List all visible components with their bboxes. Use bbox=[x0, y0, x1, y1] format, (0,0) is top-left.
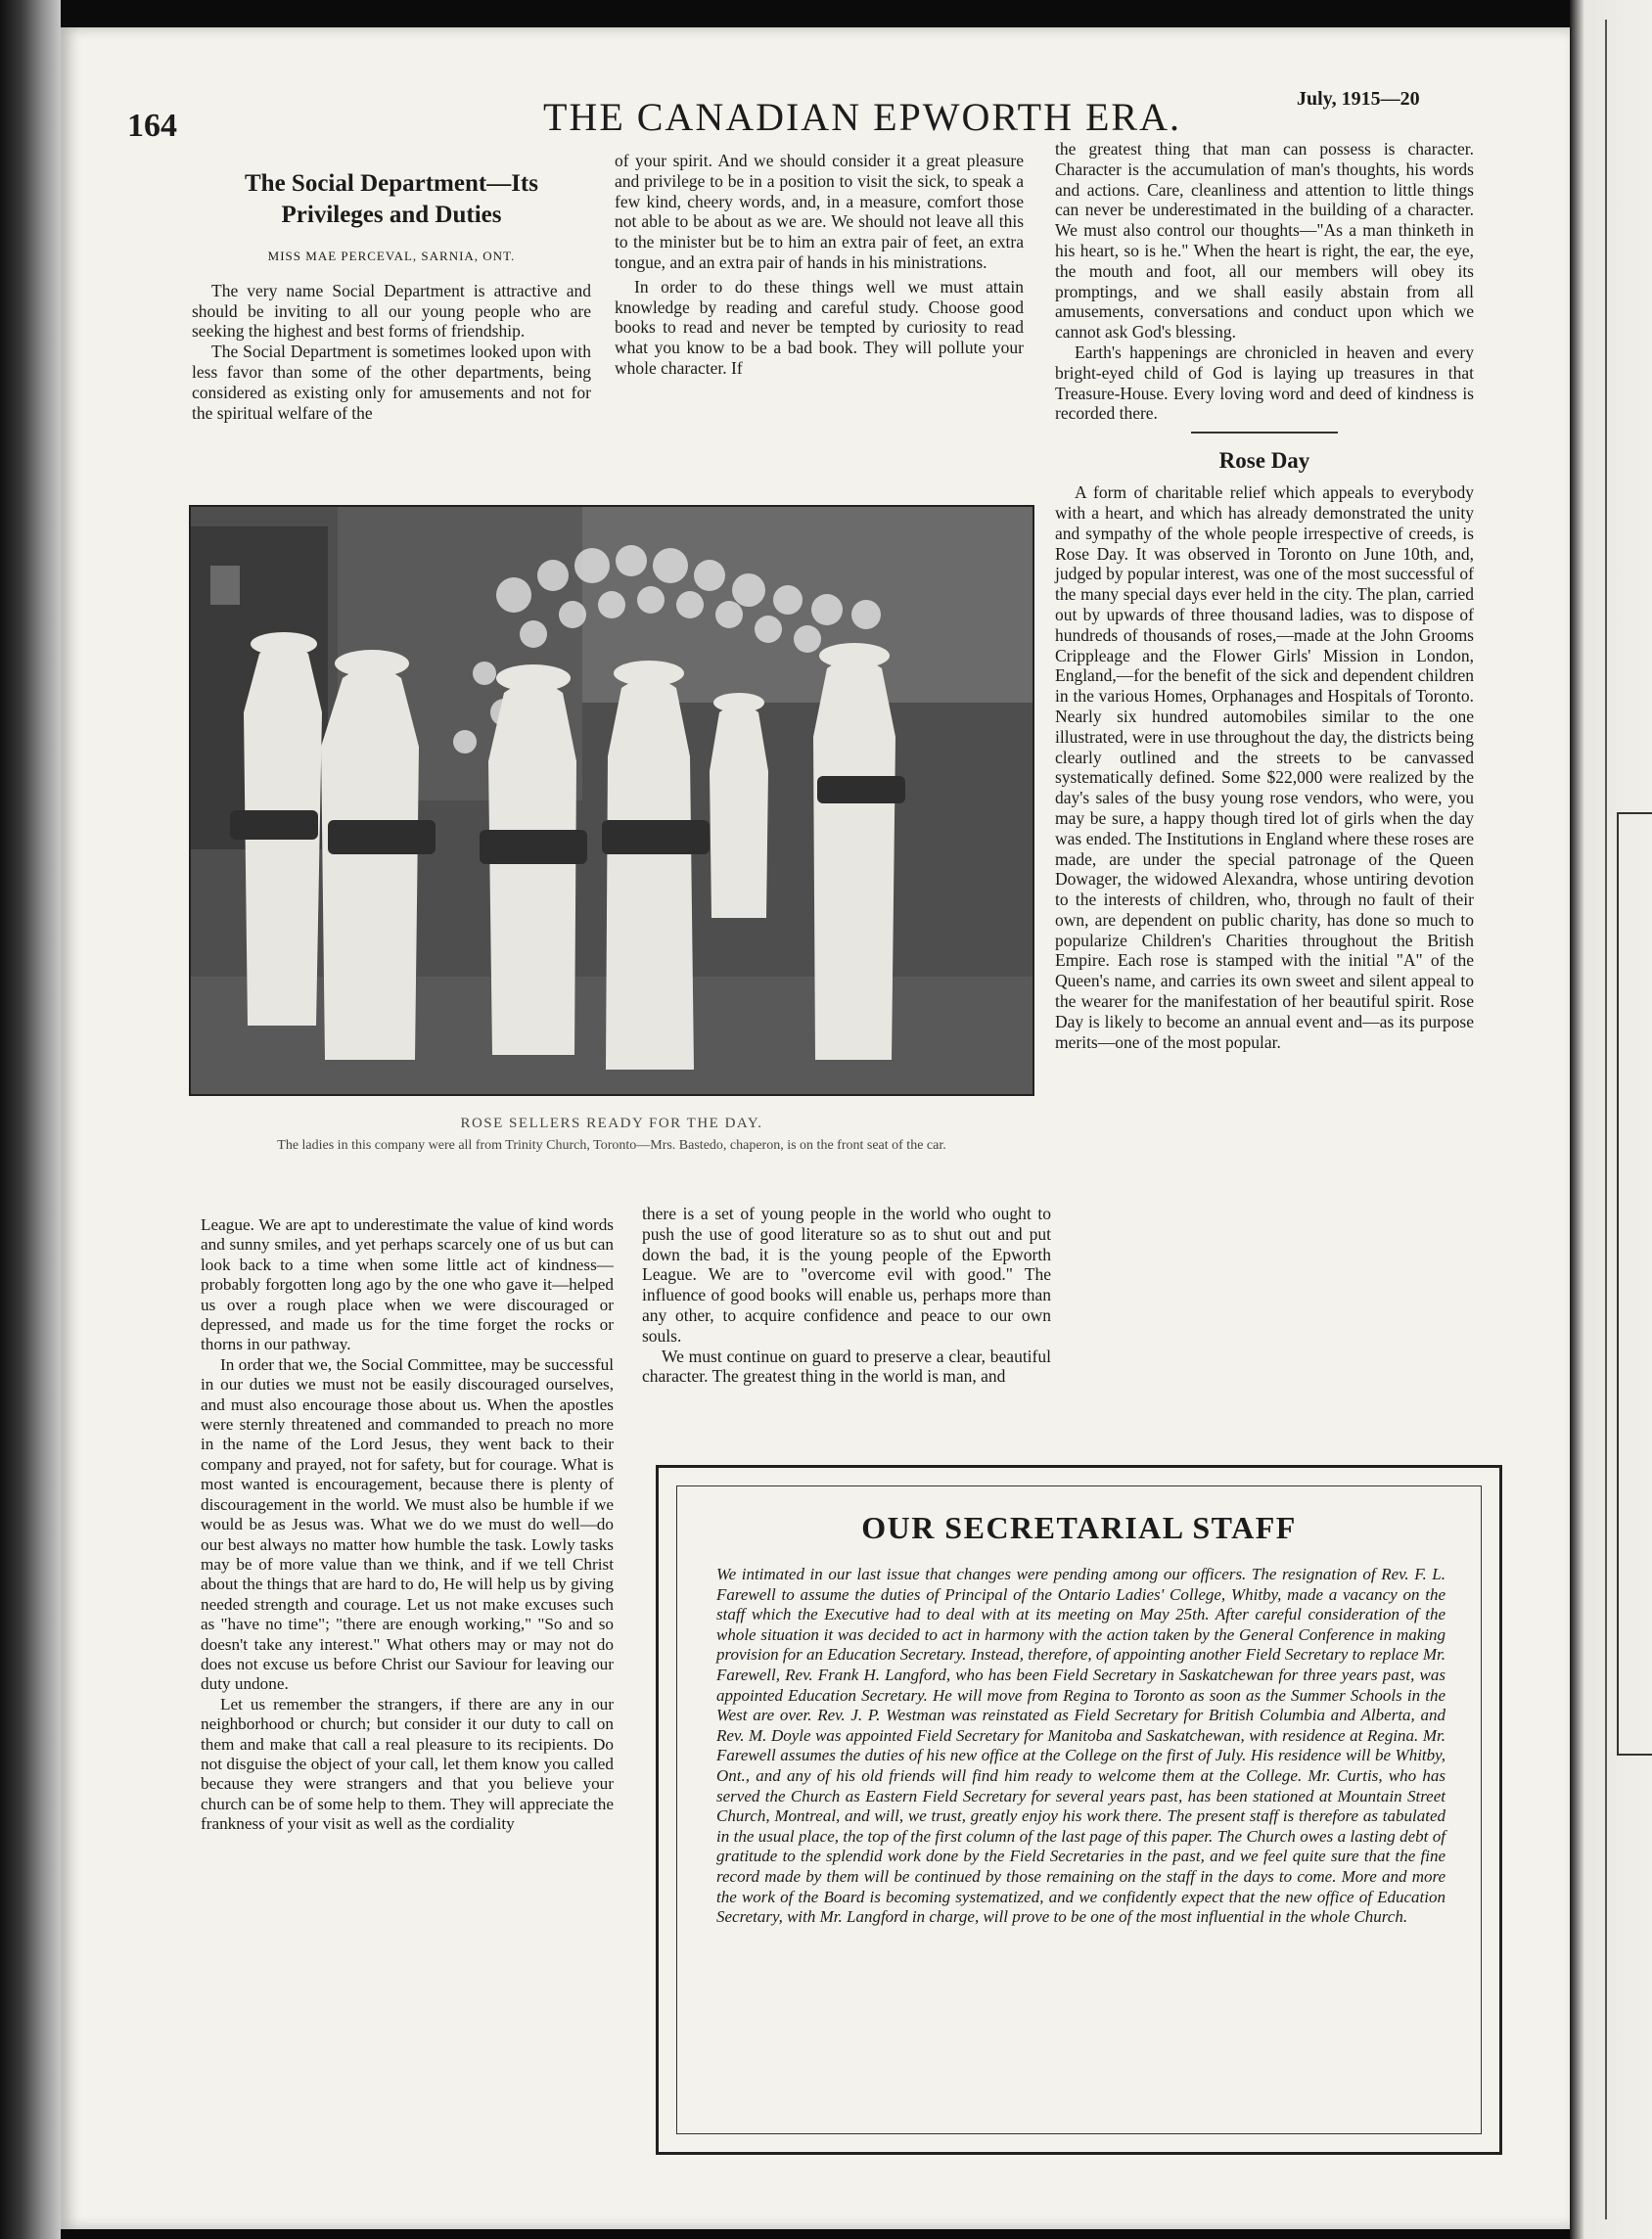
paragraph: We must continue on guard to preserve a clear, beautiful character. The greatest thing in the world is man, and bbox=[642, 1346, 1051, 1387]
paragraph: there is a set of young people in the world who ought to push the use of good literature so as to shut out and put down the bad, it is the young people of the Epworth League. We are to "overcome evil with good." The influence of good books will enable us, perhaps more than any other, to acquire confidence and peace to our own souls. bbox=[642, 1204, 1051, 1346]
rose-day-title: Rose Day bbox=[1218, 448, 1310, 474]
paragraph: Earth's happenings are chronicled in heaven and every bright-eyed child of God is laying up treasures in that Treasure-House. Every loving word and deed of kindness is recorded there. bbox=[1055, 342, 1474, 424]
secretarial-staff-title: OUR SECRETARIAL STAFF bbox=[861, 1510, 1297, 1545]
secretarial-staff-inner-border bbox=[676, 1485, 1482, 2134]
paragraph: The Social Department is sometimes looked upon with less favor than some of the other departments, being considered as existing only for amusements and not for the spiritual welfare of the bbox=[192, 342, 591, 423]
paragraph: In order that we, the Social Committee, may be successful in our duties we must not be easily discouraged ourselves, and must also encourage those about us. When the apostles were sternly threatened and commanded to preach no more in the name of the Lord Jesus, they went back to their company and prayed, not for safety, but for courage. What is most wanted is encouragement, because there is plenty of discouragement in the world. We must also be humble if we would be as Jesus was. What we do we must do well—do our best always no matter how humble the task. Lowly tasks may be of more value than we think, and if we tell Christ about the things that are hard to do, He will help us by giving needed strength and courage. Let us not make excuses such as "have no time"; "there are enough working," "So and so doesn't take any interest." What others may or may not do does not excuse us before Christ our Saviour for leaving our duty undone. bbox=[201, 1354, 614, 1694]
paragraph: The very name Social Department is attractive and should be inviting to all our young people who are seeking the highest and best forms of friendship. bbox=[192, 280, 591, 342]
photo-illustration bbox=[191, 507, 1032, 1094]
page-number: 164 bbox=[127, 108, 177, 144]
article-column-3-top bbox=[1055, 139, 1474, 1052]
article-column-1-bottom bbox=[201, 1215, 614, 1835]
article-column-2-top bbox=[615, 151, 1024, 379]
secretarial-staff-text: We intimated in our last issue that changes were pending among our officers. The resignation of Rev. F. L. Farewell to assume the duties of Principal of the Ontario Ladies' College, Whitby, made a vacancy on the staff which the Executive had to deal with at its meeting on May 25th. After careful consideration of the whole situation it was decided to act in harmony with the action taken by the General Conference in making provision for an Education Secretary. Instead, therefore, of appointing another Field Secretary to replace Mr. Farewell, Rev. Frank H. Langford, who has been Field Secretary in Saskatchewan for three years past, was appointed Education Secretary. He will move from Regina to Toronto as soon as the Summer Schools in the West are over. Rev. J. P. Westman was reinstated as Field Secretary for British Columbia and Alberta, and Rev. M. Doyle was appointed Field Secretary for Manitoba and Saskatchewan, with residence at Regina. Mr. Farewell assumes the duties of his new office at the College on the first of July. His residence will be Whitby, Ont., and any of his old friends will find him ready to welcome them at the College. Mr. Curtis, who has served the Church as Eastern Field Secretary for several years past, has been stationed at Mountain Street Church, Montreal, and will, we trust, greatly enjoy his work there. The present staff is therefore as tabulated in the usual place, the top of the first column of the last page of this paper. The Church owes a lasting debt of gratitude to the splendid work done by the Field Secretaries in the past, and we feel quite sure that the fine record made by them will be continued by those remaining on the staff in the days to come. More and more the work of the Board is becoming systematized, and we confidently expect that the new office of Education Secretary, with Mr. Langford in charge, will prove to be one of the most influential in the whole Church. bbox=[716, 1565, 1446, 1927]
rose-day-paragraph: A form of charitable relief which appeals to everybody with a heart, and which has already demonstrated the unity and sympathy of the whole people irrespective of creeds, is Rose Day. It was observed in Toronto on June 10th, and, judged by popular interest, was one of the most successful of the many special days ever held in the city. The plan, carried out by upwards of three thousand ladies, was to dispose of hundreds of thousands of roses,—made at the John Grooms Crippleage and the Flower Girls' Mission in London, England,—for the benefit of the sick and dependent children in the various Homes, Orphanages and Hospitals of Toronto. Nearly six hundred automobiles similar to the one illustrated, were in use throughout the day, the districts being clearly outlined and the streets to be canvassed systematically defined. Some $22,000 were realized by the day's sales of the busy young rose vendors, who were, you may be sure, a happy though tired lot of girls when the day was ended. The Institutions in England where these roses are made, are under the special patronage of the Queen Dowager, the widowed Alexandra, whose untiring devotion to the interests of children, who, through no fault of their own, are dependent on public charity, has done so much to popularize Children's Charities throughout the British Empire. Each rose is stamped with the initial "A" of the Queen's name, and carries its own sweet and silent appeal to the wearer for the manifestation of her beautiful spirit. Rose Day is likely to become an annual event and—as its purpose merits—one of the most popular. bbox=[1055, 482, 1474, 1052]
adjacent-page-edge bbox=[1570, 0, 1652, 2239]
paragraph: Let us remember the strangers, if there are any in our neighborhood or church; but consider it our duty to call on them and make that call a real pleasure to its recipients. Do not disguise the object of your call, let them know you called because they were strangers and that you believe your church can be of some help to them. They will appreciate the frankness of your visit as well as the cordiality bbox=[201, 1694, 614, 1834]
photo-caption-text: The ladies in this company were all from Trinity Church, Toronto—Mrs. Bastedo, chaperon, is on the front seat of the car. bbox=[277, 1138, 946, 1153]
journal-title: THE CANADIAN EPWORTH ERA. bbox=[543, 95, 1181, 139]
secretarial-staff-box bbox=[656, 1465, 1502, 2155]
paragraph: the greatest thing that man can possess is character. Character is the accumulation of man's thoughts, his words and actions. Care, cleanliness and attention to little things can never be underestimated in the building of a character. We must also control our thoughts—"As a man thinketh in his heart, so is he." When the heart is right, the ear, the eye, the mouth and foot, all our members will obey its promptings, and we shall easily abstain from all amusements, conversations and conduct upon which we cannot ask God's blessing. bbox=[1055, 139, 1474, 343]
issue-date: July, 1915—20 bbox=[1297, 88, 1420, 110]
article-title-line-1: The Social Department—Its bbox=[245, 170, 538, 197]
paragraph: League. We are apt to underestimate the value of kind words and sunny smiles, and yet perhaps scarcely one of us but can look back to a time when some little act of kindness—probably forgotten long ago by the one who gave it—helped us over a rough place when we were discouraged or depressed, and made us for the time forget the rocks or thorns in our pathway. bbox=[201, 1215, 614, 1354]
photo-caption-title: ROSE SELLERS READY FOR THE DAY. bbox=[460, 1116, 763, 1131]
rose-sellers-photo bbox=[189, 505, 1034, 1096]
paragraph: of your spirit. And we should consider it a great pleasure and privilege to be in a position to visit the sick, to speak a few kind, cheery words, and, in a measure, comfort those not able to be about as we are. We should not leave all this to the minister but be to him an extra pair of feet, an extra tongue, and an extra pair of hands in his ministrations. bbox=[615, 151, 1024, 272]
article-column-1-top bbox=[192, 168, 591, 423]
article-byline: MISS MAE PERCEVAL, SARNIA, ONT. bbox=[267, 249, 516, 263]
adjacent-page-box bbox=[1617, 812, 1652, 1756]
article-title-line-2: Privileges and Duties bbox=[281, 202, 502, 228]
section-divider bbox=[1191, 432, 1338, 434]
adjacent-page-rule bbox=[1605, 20, 1607, 2219]
article-column-2-bottom bbox=[642, 1204, 1051, 1387]
paragraph: In order to do these things well we must attain knowledge by reading and careful study. Choose good books to read and never be tempted by curiosity to read what you know to be a bad book. They will pollute your whole character. If bbox=[615, 276, 1024, 378]
book-binding bbox=[0, 0, 61, 2239]
